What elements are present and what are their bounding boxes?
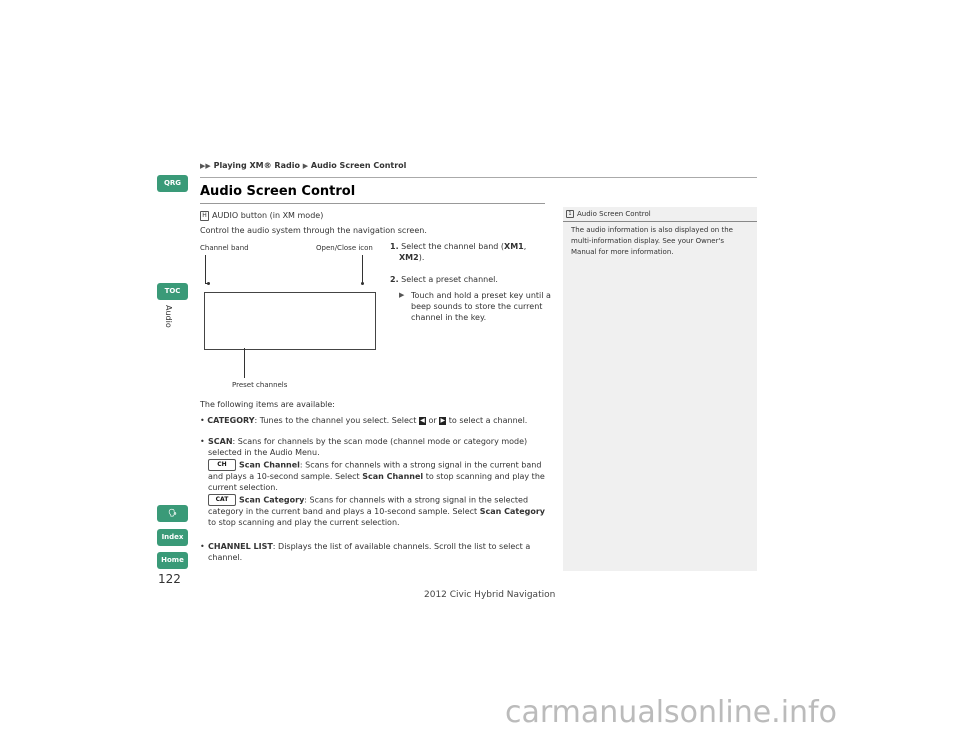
page-title: Audio Screen Control	[200, 184, 356, 199]
substep-arrow-icon: ▶	[399, 291, 405, 299]
voice-button[interactable]	[157, 505, 188, 522]
index-button[interactable]: Index	[157, 529, 188, 546]
sidebar-note	[563, 207, 757, 571]
callout-line	[362, 255, 363, 283]
header-divider	[200, 177, 757, 178]
toc-button[interactable]: TOC	[157, 283, 188, 300]
breadcrumb-arrow-icon: ▶▶	[200, 162, 211, 170]
bullet-icon: •	[200, 542, 205, 551]
scan-category-icon: CAT	[208, 494, 236, 506]
breadcrumb	[200, 161, 406, 170]
items-intro: The following items are available:	[200, 400, 335, 409]
list-item-category: • CATEGORY: Tunes to the channel you select. Select ◀ or ▶ to select a channel.	[200, 416, 528, 425]
list-item-channel-list: • CHANNEL LIST: Displays the list of available channels. Scroll the list to select a channel.	[200, 542, 531, 562]
sidebar-title: 1 Audio Screen Control	[566, 210, 651, 218]
list-item-scan: • SCAN: Scans for channels by the scan mode (channel mode or category mode) selected in the Audio Menu. CH Scan Channel: Scans for channels with a strong signal in the current band and plays a 10-second sample. Select Scan Channel to stop scanning and play the current selection. CAT Scan Category: Scans for channels with a strong signal in the selected category in the current band and plays a 10-second sample. Select Scan Category to stop scanning and play the current selection.	[200, 437, 546, 527]
callout-line	[244, 348, 245, 378]
intro-text: Control the audio system through the navigation screen.	[200, 226, 427, 235]
label-open-close-icon: Open/Close icon	[316, 244, 373, 252]
bullet-icon: •	[200, 437, 205, 446]
callout-dot	[207, 282, 210, 285]
step-2: 2. Select a preset channel.	[390, 275, 498, 284]
right-arrow-icon: ▶	[440, 416, 446, 424]
breadcrumb-arrow-icon: ▶	[302, 162, 309, 170]
breadcrumb-part1[interactable]: Playing XM® Radio	[213, 161, 300, 170]
callout-dot	[361, 282, 364, 285]
section-tab-audio: Audio	[164, 305, 173, 328]
button-reference: H AUDIO button (in XM mode)	[200, 210, 323, 221]
label-preset-channels: Preset channels	[232, 381, 288, 389]
step-1: 1. Select the channel band (XM1, XM2).	[390, 242, 527, 262]
scan-channel-icon: CH	[208, 459, 236, 471]
qrg-button[interactable]: QRG	[157, 175, 188, 192]
note-icon: 1	[566, 210, 574, 218]
sidebar-divider	[563, 221, 757, 222]
title-divider	[200, 203, 545, 204]
voice-icon: 🗣	[168, 509, 177, 517]
label-channel-band: Channel band	[200, 244, 249, 252]
home-button[interactable]: Home	[157, 552, 188, 569]
step-2-substep: ▶ Touch and hold a preset key until a beep sounds to store the current channel in the key.	[399, 291, 551, 322]
audio-screen-diagram	[204, 292, 376, 350]
footer-text: 2012 Civic Hybrid Navigation	[424, 590, 556, 600]
left-arrow-icon: ◀	[420, 416, 425, 424]
sidebar-text: The audio information is also displayed on the multi-information display. See your Owner's Manual for more information.	[571, 226, 733, 256]
watermark: carmanualsonline.info	[505, 695, 837, 730]
callout-line	[205, 255, 206, 283]
page-number: 122	[158, 572, 181, 586]
breadcrumb-part2[interactable]: Audio Screen Control	[310, 161, 407, 170]
hardware-button-icon: H	[200, 211, 209, 221]
bullet-icon: •	[200, 416, 205, 425]
